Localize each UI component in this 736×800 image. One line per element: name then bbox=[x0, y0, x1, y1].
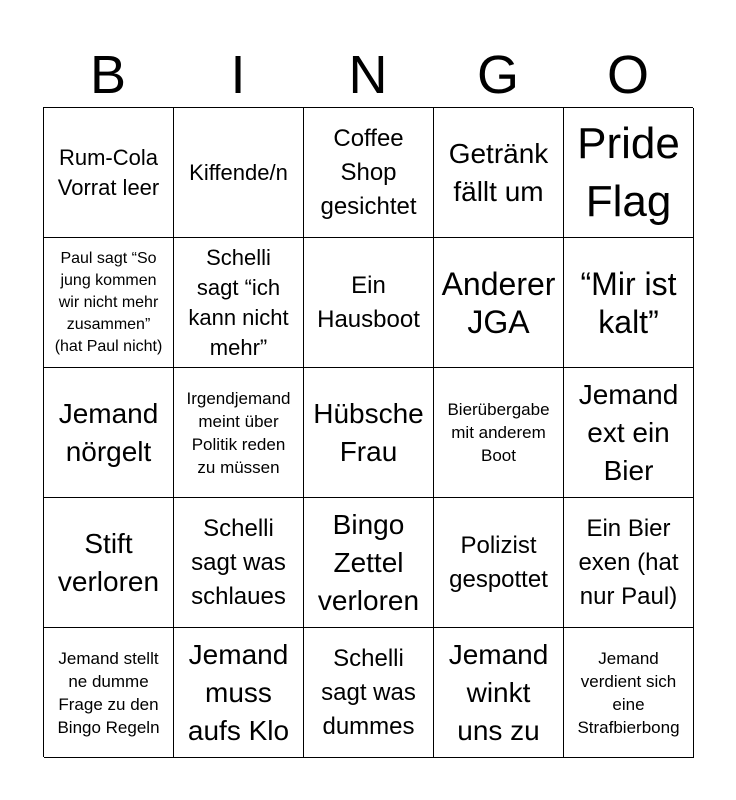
cell-text: Ein Hausboot bbox=[317, 271, 420, 333]
cell-text: Stift verloren bbox=[57, 527, 160, 597]
cell-text: Coffee Shop gesichtet bbox=[320, 124, 417, 220]
bingo-cell[interactable] bbox=[564, 628, 694, 758]
bingo-cell[interactable] bbox=[304, 368, 434, 498]
cell-text: Schelli sagt was schlaues bbox=[191, 514, 286, 610]
bingo-cell[interactable] bbox=[174, 108, 304, 238]
bingo-cell[interactable] bbox=[434, 628, 564, 758]
cell-text: Jemand nörgelt bbox=[58, 397, 159, 467]
cell-text: Kiffende/n bbox=[189, 159, 288, 185]
bingo-cell[interactable] bbox=[174, 368, 304, 498]
bingo-cell[interactable] bbox=[44, 498, 174, 628]
cell-text: Bingo Zettel verloren bbox=[317, 508, 420, 616]
header-letter-o: O bbox=[606, 45, 649, 105]
bingo-cell[interactable] bbox=[44, 238, 174, 368]
cell-text: “Mir ist kalt” bbox=[580, 265, 677, 340]
cell-text: Anderer JGA bbox=[441, 265, 556, 340]
cell-text: Paul sagt “So jung kommen wir nicht mehr zusammen” (hat Paul nicht) bbox=[54, 249, 163, 355]
bingo-cell[interactable] bbox=[564, 238, 694, 368]
bingo-cell[interactable] bbox=[564, 368, 694, 498]
bingo-cell[interactable] bbox=[304, 238, 434, 368]
bingo-grid bbox=[43, 107, 693, 757]
header-letter-g: G bbox=[476, 45, 519, 105]
cell-text: Irgendjemand meint über Politik reden zu müssen bbox=[186, 388, 291, 477]
bingo-cell[interactable] bbox=[44, 628, 174, 758]
bingo-cell[interactable] bbox=[304, 628, 434, 758]
cell-text: Bierübergabe mit anderem Boot bbox=[447, 400, 550, 465]
cell-text: Polizist gespottet bbox=[449, 531, 548, 593]
cell-text: Pride Flag bbox=[577, 118, 680, 226]
bingo-cell[interactable] bbox=[434, 108, 564, 238]
cell-text: Getränk fällt um bbox=[448, 137, 549, 207]
bingo-cell[interactable] bbox=[174, 498, 304, 628]
cell-text: Ein Bier exen (hat nur Paul) bbox=[578, 514, 679, 610]
bingo-header bbox=[43, 42, 693, 108]
bingo-cell[interactable] bbox=[174, 628, 304, 758]
bingo-cell[interactable] bbox=[564, 108, 694, 238]
cell-text: Jemand verdient sich eine Strafbierbong bbox=[577, 648, 680, 737]
cell-text: Jemand winkt uns zu bbox=[448, 638, 549, 746]
cell-text: Hübsche Frau bbox=[313, 397, 424, 467]
cell-text: Rum-Cola Vorrat leer bbox=[57, 144, 160, 200]
cell-text: Jemand ext ein Bier bbox=[578, 378, 679, 486]
bingo-cell[interactable] bbox=[434, 238, 564, 368]
bingo-cell[interactable] bbox=[434, 498, 564, 628]
bingo-cell[interactable] bbox=[304, 108, 434, 238]
header-letter-b: B bbox=[89, 45, 127, 105]
bingo-cell[interactable] bbox=[434, 368, 564, 498]
bingo-cell[interactable] bbox=[44, 368, 174, 498]
cell-text: Schelli sagt “ich kann nicht mehr” bbox=[188, 244, 289, 360]
bingo-cell[interactable] bbox=[174, 238, 304, 368]
bingo-cell[interactable] bbox=[564, 498, 694, 628]
header-letter-n: N bbox=[348, 45, 388, 105]
cell-text: Schelli sagt was dummes bbox=[321, 644, 416, 740]
bingo-cell[interactable] bbox=[44, 108, 174, 238]
cell-text: Jemand stellt ne dumme Frage zu den Bingo Regeln bbox=[57, 648, 160, 737]
header-letter-i: I bbox=[230, 45, 246, 105]
cell-text: Jemand muss aufs Klo bbox=[187, 638, 290, 746]
bingo-cell[interactable] bbox=[304, 498, 434, 628]
